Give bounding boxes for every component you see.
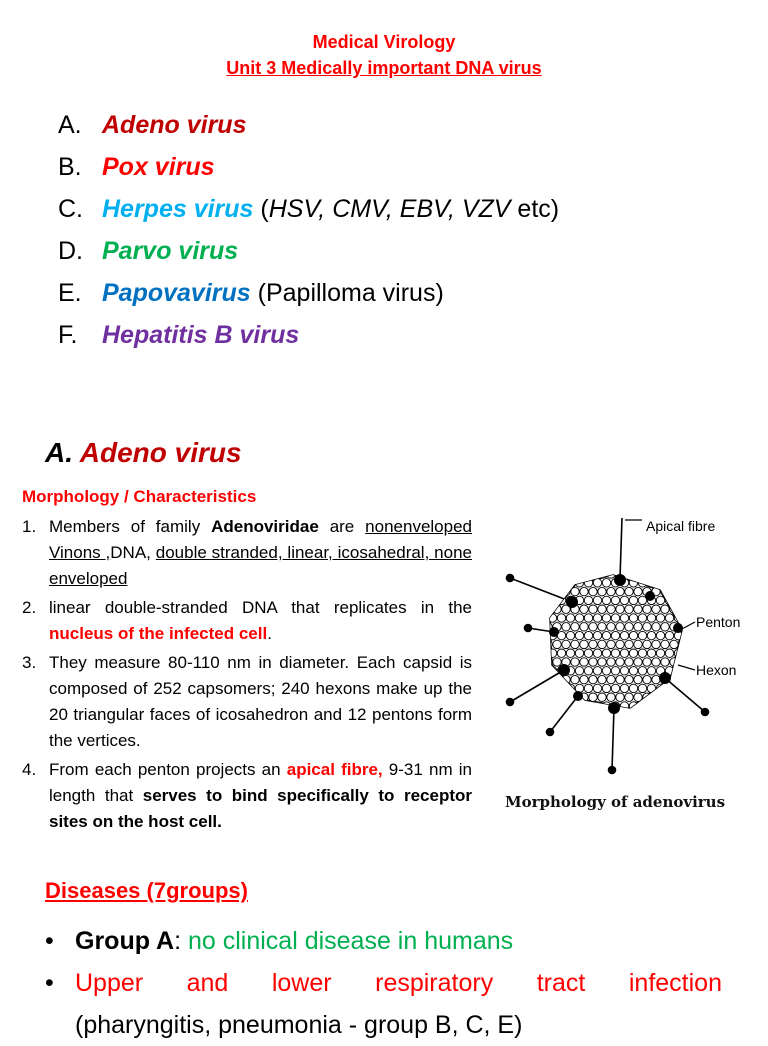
hexon-capsomer <box>661 693 669 701</box>
hexon-capsomer <box>656 702 664 710</box>
hexon-capsomer <box>620 649 628 657</box>
hexon-capsomer <box>634 587 642 595</box>
hexon-capsomer <box>548 684 556 692</box>
hexon-capsomer <box>593 596 601 604</box>
hexon-capsomer <box>589 640 597 648</box>
hexon-capsomer <box>629 614 637 622</box>
hexon-capsomer <box>625 623 633 631</box>
hexon-capsomer <box>616 658 624 666</box>
section-name: Adeno virus <box>79 437 242 468</box>
hexon-capsomer <box>602 649 610 657</box>
hexon-capsomer <box>557 684 565 692</box>
adenovirus-diagram <box>490 500 760 820</box>
hexon-capsomer <box>679 587 687 595</box>
label-apical-fibre: Apical fibre <box>646 518 716 534</box>
hexon-capsomer <box>566 579 574 587</box>
hexon-capsomer <box>652 693 660 701</box>
hexon-capsomer <box>548 579 556 587</box>
item-text <box>49 514 472 592</box>
morphology-heading: Morphology / Characteristics <box>22 487 257 506</box>
text-run: linear double-stranded DNA that replicates in the <box>49 598 472 617</box>
hexon-capsomer <box>616 623 624 631</box>
adenovirus-illustration <box>490 500 760 800</box>
hexon-capsomer <box>629 596 637 604</box>
hexon-capsomer <box>620 702 628 710</box>
hexon-capsomer <box>562 640 570 648</box>
text-run: . <box>267 624 272 643</box>
hexon-capsomer <box>557 614 565 622</box>
item-text <box>49 595 472 647</box>
hexon-capsomer <box>589 658 597 666</box>
hexon-capsomer <box>580 658 588 666</box>
hexon-capsomer <box>616 587 624 595</box>
label-penton: Penton <box>696 614 741 630</box>
diseases-heading: Diseases (7groups) <box>45 878 248 903</box>
virus-name: Pox virus <box>102 153 215 181</box>
hexon-capsomer <box>584 702 592 710</box>
hexon-capsomer <box>593 614 601 622</box>
hexon-capsomer <box>607 640 615 648</box>
hexon-capsomer <box>661 640 669 648</box>
virus-name: Papovavirus <box>102 279 251 307</box>
list-letter: E. <box>58 279 82 307</box>
hexon-capsomer <box>607 570 615 578</box>
label-hexon: Hexon <box>696 662 737 678</box>
hexon-capsomer <box>575 667 583 675</box>
hexon-capsomer <box>620 614 628 622</box>
hexon-capsomer <box>683 631 691 639</box>
hexon-capsomer <box>598 693 606 701</box>
list-item <box>45 962 722 1046</box>
hexon-capsomer <box>647 702 655 710</box>
hexon-capsomer <box>629 649 637 657</box>
hexon-capsomer <box>620 684 628 692</box>
hexon-capsomer <box>679 570 687 578</box>
family-name: Adenoviridae <box>211 517 319 536</box>
list-item <box>22 650 472 754</box>
list-item <box>45 920 722 962</box>
hexon-capsomer <box>557 579 565 587</box>
hexon-capsomer <box>575 649 583 657</box>
hexon-capsomer <box>647 631 655 639</box>
hexon-capsomer <box>674 596 682 604</box>
list-item <box>22 757 472 835</box>
hexon-capsomer <box>607 675 615 683</box>
hexon-capsomer <box>643 640 651 648</box>
hexon-capsomer <box>661 587 669 595</box>
hexon-capsomer <box>625 658 633 666</box>
hexon-capsomer <box>598 658 606 666</box>
hexon-capsomer <box>602 631 610 639</box>
bold-text: serves to bind specifically to receptor sites on the host cell. <box>49 786 472 831</box>
hexon-capsomer <box>683 579 691 587</box>
hexon-capsomer <box>548 596 556 604</box>
hexon-capsomer <box>589 675 597 683</box>
hexon-capsomer <box>602 684 610 692</box>
hexon-capsomer <box>589 623 597 631</box>
hexon-capsomer <box>674 702 682 710</box>
hexon-capsomer <box>683 649 691 657</box>
hexon-capsomer <box>611 667 619 675</box>
hexon-capsomer <box>584 667 592 675</box>
hexon-capsomer <box>598 623 606 631</box>
list-item-parvo <box>58 230 559 272</box>
hexon-capsomer <box>584 579 592 587</box>
text-run: Members of family <box>49 517 212 536</box>
hexon-capsomer <box>611 649 619 657</box>
hexon-capsomer <box>652 623 660 631</box>
hexon-capsomer <box>625 587 633 595</box>
hexon-capsomer <box>683 702 691 710</box>
hexon-capsomer <box>620 667 628 675</box>
hexon-capsomer <box>634 570 642 578</box>
section-heading <box>45 434 242 472</box>
hexon-capsomer <box>557 702 565 710</box>
morphology-list <box>22 514 472 838</box>
hexon-capsomer <box>616 675 624 683</box>
text-run: are <box>318 517 355 536</box>
item-number: 2. <box>22 598 37 617</box>
hexon-capsomer <box>553 640 561 648</box>
hexon-capsomer <box>562 675 570 683</box>
text-run: 9-31 nm in length that <box>49 760 472 805</box>
hexon-capsomer <box>665 579 673 587</box>
hexon-capsomer <box>616 693 624 701</box>
separator: : <box>174 927 188 955</box>
hexon-capsomer <box>580 623 588 631</box>
hexon-capsomer <box>548 702 556 710</box>
hexon-capsomer <box>629 684 637 692</box>
hexon-capsomer <box>548 649 556 657</box>
hexon-capsomer <box>611 631 619 639</box>
hexon-capsomer <box>638 667 646 675</box>
hexon-capsomer <box>625 570 633 578</box>
hexon-capsomer <box>602 596 610 604</box>
virus-list <box>58 104 559 356</box>
text-run: DNA, <box>110 543 156 562</box>
hexon-capsomer <box>575 702 583 710</box>
hexon-capsomer <box>670 587 678 595</box>
hexon-capsomer <box>652 675 660 683</box>
hexon-capsomer <box>593 684 601 692</box>
hexon-capsomer <box>580 570 588 578</box>
hexon-capsomer <box>620 596 628 604</box>
hexon-capsomer <box>607 623 615 631</box>
hexon-capsomer <box>647 684 655 692</box>
hexon-capsomer <box>643 693 651 701</box>
list-item <box>22 595 472 647</box>
hexon-capsomer <box>584 649 592 657</box>
hexon-capsomer <box>602 579 610 587</box>
hexon-capsomer <box>674 579 682 587</box>
hexon-capsomer <box>598 605 606 613</box>
item-text <box>49 757 472 835</box>
hexon-capsomer <box>665 631 673 639</box>
hexon-capsomer <box>670 693 678 701</box>
highlighted-text: apical fibre, <box>286 760 383 779</box>
hexon-capsomer <box>656 614 664 622</box>
hexon-capsomer <box>553 570 561 578</box>
hexon-capsomer <box>566 614 574 622</box>
item-text <box>75 962 722 1046</box>
hexon-capsomer <box>616 640 624 648</box>
hexon-capsomer <box>566 631 574 639</box>
list-item <box>22 514 472 592</box>
underlined-text: nonenveloped Vinons , <box>49 517 472 562</box>
list-item-pox <box>58 146 559 188</box>
hexon-capsomer <box>652 640 660 648</box>
hexon-capsomer <box>607 605 615 613</box>
hexon-capsomer <box>652 658 660 666</box>
hexon-capsomer <box>643 658 651 666</box>
virus-name: Parvo virus <box>102 237 239 265</box>
hexon-capsomer <box>620 631 628 639</box>
hexon-capsomer <box>665 684 673 692</box>
hexon-capsomer <box>553 658 561 666</box>
hexon-capsomer <box>611 614 619 622</box>
hexon-capsomer <box>607 658 615 666</box>
hexon-capsomer <box>589 605 597 613</box>
hexon-capsomer <box>584 684 592 692</box>
hexon-capsomer <box>589 570 597 578</box>
virus-name: Adeno virus <box>102 111 247 139</box>
hexon-capsomer <box>674 667 682 675</box>
hexon-capsomer <box>575 614 583 622</box>
list-letter: F. <box>58 321 78 349</box>
list-letter: D. <box>58 237 83 265</box>
hexon-capsomer <box>629 667 637 675</box>
hexon-capsomer <box>683 614 691 622</box>
hexon-capsomer <box>580 640 588 648</box>
hexon-capsomer <box>602 614 610 622</box>
hexon-capsomer <box>647 667 655 675</box>
hexon-capsomer <box>607 587 615 595</box>
hexon-capsomer <box>647 614 655 622</box>
hexon-capsomer <box>647 649 655 657</box>
hexon-capsomer <box>652 605 660 613</box>
hexon-capsomer <box>629 631 637 639</box>
bullet-icon: • <box>45 969 54 997</box>
hexon-capsomer <box>616 605 624 613</box>
group-description: no clinical disease in humans <box>187 927 514 955</box>
hexon-capsomer <box>625 693 633 701</box>
virus-name: Hepatitis B virus <box>102 321 300 349</box>
hexon-capsomer <box>656 596 664 604</box>
hexon-capsomer <box>602 667 610 675</box>
hexon-capsomer <box>571 640 579 648</box>
hexon-capsomer <box>584 614 592 622</box>
underlined-text: double stranded, linear, icosahedral, none enveloped <box>49 543 472 588</box>
hexon-capsomer <box>656 649 664 657</box>
hexon-capsomer <box>643 623 651 631</box>
list-letter: A. <box>58 111 82 139</box>
hexon-capsomer <box>665 649 673 657</box>
hexon-capsomer <box>634 640 642 648</box>
hexon-capsomer <box>562 587 570 595</box>
hexon-capsomer <box>544 658 552 666</box>
hexon-capsomer <box>562 570 570 578</box>
hexon-capsomer <box>679 640 687 648</box>
hexon-capsomer <box>598 587 606 595</box>
hexon-capsomer <box>593 579 601 587</box>
list-item-herpes <box>58 188 559 230</box>
hexon-capsomer <box>562 623 570 631</box>
hexon-capsomer <box>638 631 646 639</box>
hexon-capsomer <box>634 675 642 683</box>
hexon-capsomer <box>593 667 601 675</box>
hexon-capsomer <box>665 614 673 622</box>
hexon-capsomer <box>544 570 552 578</box>
hexon-capsomer <box>638 684 646 692</box>
item-number: 1. <box>22 517 37 536</box>
hexon-capsomer <box>661 605 669 613</box>
hexon-capsomer <box>571 658 579 666</box>
virus-extra-open: ( <box>253 195 269 223</box>
hexon-capsomer <box>625 675 633 683</box>
hexon-capsomer <box>652 570 660 578</box>
hexon-capsomer <box>679 658 687 666</box>
virus-extra-list: HSV, CMV, EBV, VZV <box>268 195 511 223</box>
hexon-capsomer <box>656 631 664 639</box>
hexon-capsomer <box>683 596 691 604</box>
virus-extra: (Papilloma virus) <box>250 279 444 307</box>
hexon-capsomer <box>625 605 633 613</box>
diseases-list <box>45 920 722 1046</box>
virus-extra-close: etc) <box>510 195 560 223</box>
hexon-capsomer <box>661 623 669 631</box>
hexon-capsomer <box>589 587 597 595</box>
hexon-capsomer <box>634 623 642 631</box>
hexon-capsomer <box>571 675 579 683</box>
hexon-capsomer <box>553 693 561 701</box>
hexon-capsomer <box>634 658 642 666</box>
hexon-capsomer <box>607 693 615 701</box>
document-title: Medical Virology <box>312 32 456 52</box>
list-item-adeno <box>58 104 559 146</box>
text-run: From each penton projects an <box>49 760 287 779</box>
figure-caption: Morphology of adenovirus <box>504 793 726 811</box>
hexon-capsomer <box>544 693 552 701</box>
hexon-capsomer <box>548 667 556 675</box>
list-letter: C. <box>58 195 83 223</box>
hexon-capsomer <box>611 684 619 692</box>
hexon-capsomer <box>661 658 669 666</box>
hexon-capsomer <box>643 605 651 613</box>
hexon-capsomer <box>634 605 642 613</box>
hexon-capsomer <box>575 631 583 639</box>
hexon-capsomer <box>589 693 597 701</box>
hexon-capsomer <box>670 570 678 578</box>
hexon-capsomer <box>598 675 606 683</box>
hexon-capsomer <box>580 587 588 595</box>
hexon-capsomer <box>571 623 579 631</box>
hexon-capsomer <box>638 649 646 657</box>
group-label: Group A <box>75 927 175 955</box>
hexon-capsomer <box>679 605 687 613</box>
hexon-capsomer <box>571 570 579 578</box>
hexon-capsomer <box>557 649 565 657</box>
highlighted-text: nucleus of the infected cell <box>49 624 268 643</box>
virus-name: Herpes virus <box>102 195 254 223</box>
hexon-capsomer <box>598 640 606 648</box>
hexon-capsomer <box>584 596 592 604</box>
hexon-capsomer <box>544 605 552 613</box>
item-number: 3. <box>22 653 37 672</box>
hexon-capsomer <box>679 675 687 683</box>
hexon-capsomer <box>643 675 651 683</box>
hexon-capsomer <box>670 640 678 648</box>
hexon-capsomer <box>584 631 592 639</box>
hexon-capsomer <box>580 605 588 613</box>
hexon-capsomer <box>562 693 570 701</box>
hexon-capsomer <box>580 675 588 683</box>
hexon-capsomer <box>643 570 651 578</box>
hexon-capsomer <box>638 614 646 622</box>
list-item-hepatitis-b <box>58 314 559 356</box>
section-number: A. <box>45 437 73 468</box>
item-text: They measure 80-110 nm in diameter. Each capsid is composed of 252 capsomers; 240 hexons make up the 20 triangular faces of icosahedron and 12 pentons form the vertices. <box>49 653 472 750</box>
hexon-capsomer <box>625 640 633 648</box>
hexon-capsomer <box>683 684 691 692</box>
hexon-capsomer <box>593 631 601 639</box>
hexon-capsomer <box>661 570 669 578</box>
hexon-capsomer <box>638 702 646 710</box>
hexon-capsomer <box>593 649 601 657</box>
disease-text: Upper and lower respiratory tract infection <box>75 969 722 997</box>
document-subtitle: Unit 3 Medically important DNA virus <box>226 58 542 78</box>
hexon-capsomer <box>656 579 664 587</box>
hexon-capsomer <box>566 649 574 657</box>
item-text <box>75 920 722 962</box>
bullet-icon: • <box>45 927 54 955</box>
hexon-capsomer <box>665 702 673 710</box>
list-letter: B. <box>58 153 82 181</box>
hexon-capsomer <box>611 596 619 604</box>
disease-detail: (pharyngitis, pneumonia - group B, C, E) <box>75 1011 523 1039</box>
item-number: 4. <box>22 760 37 779</box>
list-item-papova <box>58 272 559 314</box>
